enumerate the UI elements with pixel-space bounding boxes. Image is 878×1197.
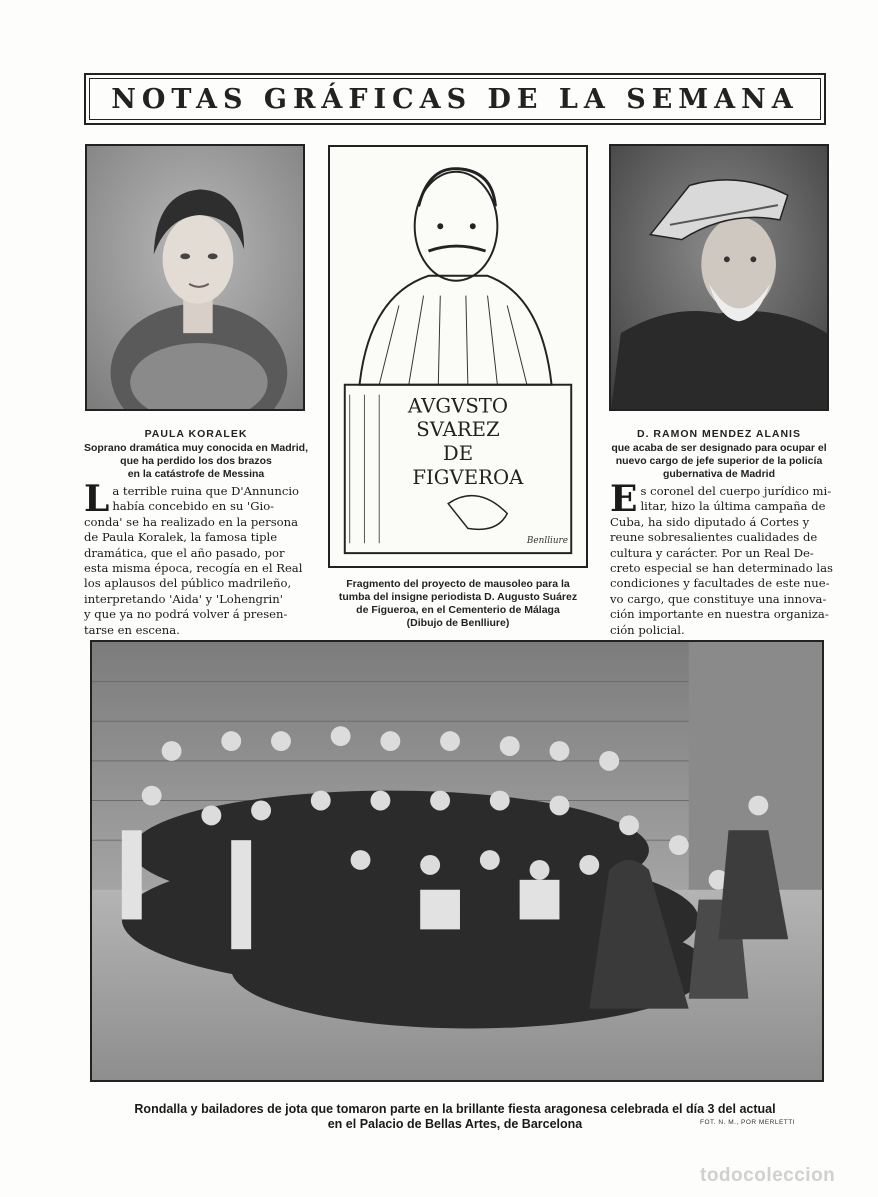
inscription-line-4: FIGVEROA [412, 465, 524, 489]
article-line: condiciones y facultades de este nue- [610, 576, 830, 591]
caption-line: en la catástrofe de Messina [127, 468, 265, 480]
caption-line: nuevo cargo de jefe superior de la policía [615, 455, 823, 467]
article-line: ción policial. [610, 622, 685, 637]
drawing-signature: Benlliure [526, 536, 569, 547]
dropcap: E [610, 478, 638, 520]
portrait-ramon-mendez-alanis [609, 144, 829, 411]
caption-line: Soprano dramática muy conocida en Madrid, [83, 442, 309, 454]
caption-line: gubernativa de Madrid [662, 468, 776, 480]
mausoleum-drawing [328, 145, 588, 568]
portrait-paula-koralek-image [87, 146, 303, 409]
page-title-banner [84, 73, 826, 125]
article-line: creto especial se han determinado las [610, 561, 833, 576]
article-line: tarse en escena. [84, 622, 180, 637]
caption-mausoleum [326, 578, 590, 630]
caption-line: que acaba de ser designado para ocupar el [611, 442, 827, 454]
article-line: interpretando 'Aida' y 'Lohengrin' [84, 591, 283, 606]
inscription-line-3: DE [442, 441, 474, 466]
article-line: Cuba, ha sido diputado á Cortes y [610, 514, 810, 529]
article-koralek [84, 478, 312, 638]
article-line: esta misma época, recogía en el Real [84, 561, 303, 576]
caption-line: (Dibujo de Benlliure) [406, 617, 510, 629]
caption-ramon-mendez-alanis [596, 428, 842, 481]
article-line: de Paula Koralek, la famosa tiple [84, 530, 278, 545]
portrait-paula-koralek [85, 144, 305, 411]
article-line: dramática, que el año pasado, por [84, 545, 285, 560]
mausoleum-drawing-image [330, 147, 586, 566]
article-line: cultura y carácter. Por un Real De- [610, 545, 814, 560]
watermark: todocoleccion [700, 1165, 836, 1186]
article-line: los aplausos del público madrileño, [84, 576, 292, 591]
article-line: y que ya no podrá volver á presen- [84, 607, 288, 622]
article-line: ción importante en nuestra organiza- [610, 607, 829, 622]
photo-credit: FOT. N. M., POR MERLETTI [700, 1119, 796, 1126]
caption-line: tumba del insigne periodista D. Augusto Suárez [338, 591, 578, 603]
caption-paula-koralek [76, 428, 316, 481]
caption-line: Rondalla y bailadores de jota que tomaron parte en la brillante fiesta aragonesa celebrada el día 3 del actual [134, 1102, 776, 1116]
inscription-line-1: AVGVSTO [407, 394, 509, 418]
article-line: vo cargo, que constituye una innova- [610, 591, 827, 606]
article-line: había concebido en su 'Gio- [112, 499, 275, 514]
caption-line: que ha perdido los dos brazos [120, 455, 272, 467]
portrait-ramon-mendez-alanis-image [611, 146, 827, 409]
dropcap: L [84, 478, 110, 520]
group-photo-rondalla [90, 640, 824, 1082]
article-line: s coronel del cuerpo jurídico mi- [640, 484, 832, 498]
caption-rondalla [84, 1102, 826, 1132]
caption-name: PAULA KORALEK [144, 428, 248, 440]
group-photo-rondalla-image [92, 642, 822, 1080]
inscription-line-2: SVAREZ [416, 418, 500, 442]
article-line: reune sobresalientes cualidades de [610, 530, 818, 545]
caption-name: D. RAMON MENDEZ ALANIS [637, 428, 801, 440]
caption-line: en el Palacio de Bellas Artes, de Barcelona [327, 1117, 583, 1131]
caption-line: de Figueroa, en el Cementerio de Málaga [356, 604, 560, 616]
article-mendez-alanis [610, 478, 833, 638]
caption-line: Fragmento del proyecto de mausoleo para la [346, 578, 570, 590]
page-title: NOTAS GRÁFICAS DE LA SEMANA [111, 83, 799, 115]
article-line: conda' se ha realizado en la persona [84, 514, 298, 529]
article-line: litar, hizo la última campaña de [640, 499, 826, 514]
article-line: a terrible ruina que D'Annuncio [112, 484, 300, 498]
